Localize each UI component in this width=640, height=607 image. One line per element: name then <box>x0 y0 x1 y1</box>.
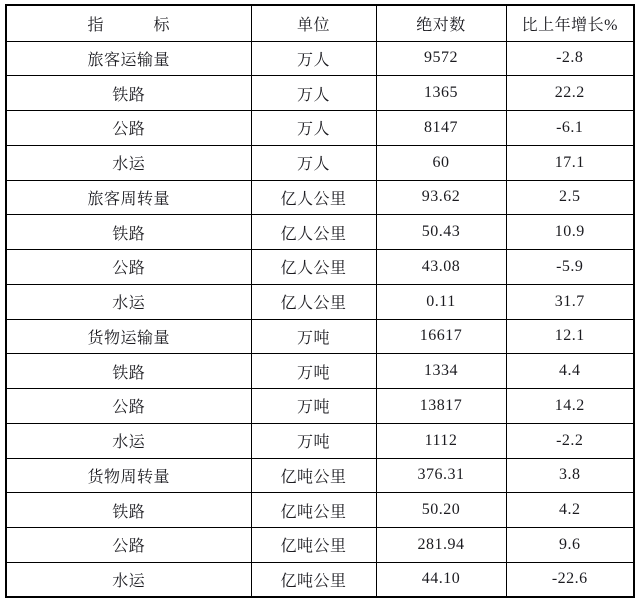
table-row <box>6 493 634 528</box>
cell-growth: -6.1 <box>506 111 634 146</box>
table-row <box>6 528 634 563</box>
table-row <box>6 458 634 493</box>
transport-statistics-table <box>5 4 635 598</box>
cell-growth: 12.1 <box>506 319 634 354</box>
cell-growth: -2.2 <box>506 423 634 458</box>
cell-indicator: 货物运输量 <box>6 319 251 354</box>
table-row <box>6 562 634 597</box>
cell-growth: 2.5 <box>506 180 634 215</box>
table-row <box>6 389 634 424</box>
cell-absolute: 9572 <box>376 41 506 76</box>
cell-unit: 万人 <box>251 111 376 146</box>
cell-absolute: 60 <box>376 145 506 180</box>
table-row <box>6 284 634 319</box>
cell-unit: 万吨 <box>251 354 376 389</box>
table-row <box>6 354 634 389</box>
cell-indicator: 公路 <box>6 111 251 146</box>
cell-indicator: 货物周转量 <box>6 458 251 493</box>
table-row <box>6 423 634 458</box>
cell-unit: 万吨 <box>251 389 376 424</box>
cell-unit: 万吨 <box>251 423 376 458</box>
cell-indicator: 水运 <box>6 284 251 319</box>
cell-growth: 10.9 <box>506 215 634 250</box>
cell-absolute: 1365 <box>376 76 506 111</box>
header-cell-indicator: 指 标 <box>6 5 251 41</box>
header-cell-absolute: 绝对数 <box>376 5 506 41</box>
table-row <box>6 250 634 285</box>
cell-unit: 万吨 <box>251 319 376 354</box>
cell-growth: 3.8 <box>506 458 634 493</box>
cell-absolute: 44.10 <box>376 562 506 597</box>
cell-growth: 14.2 <box>506 389 634 424</box>
cell-growth: -5.9 <box>506 250 634 285</box>
cell-indicator: 铁路 <box>6 493 251 528</box>
cell-indicator: 水运 <box>6 562 251 597</box>
cell-absolute: 1334 <box>376 354 506 389</box>
table-header <box>6 5 634 41</box>
table-row <box>6 111 634 146</box>
cell-absolute: 43.08 <box>376 250 506 285</box>
table-row <box>6 215 634 250</box>
table-row <box>6 180 634 215</box>
cell-indicator: 公路 <box>6 250 251 285</box>
cell-unit: 万人 <box>251 76 376 111</box>
cell-indicator: 铁路 <box>6 354 251 389</box>
cell-absolute: 1112 <box>376 423 506 458</box>
cell-unit: 万人 <box>251 145 376 180</box>
cell-growth: 4.4 <box>506 354 634 389</box>
cell-unit: 亿吨公里 <box>251 528 376 563</box>
cell-absolute: 50.43 <box>376 215 506 250</box>
cell-unit: 亿人公里 <box>251 250 376 285</box>
table-body <box>6 41 634 597</box>
header-row <box>6 5 634 41</box>
cell-indicator: 公路 <box>6 528 251 563</box>
cell-unit: 万人 <box>251 41 376 76</box>
table-row <box>6 76 634 111</box>
cell-unit: 亿吨公里 <box>251 458 376 493</box>
table-row <box>6 41 634 76</box>
header-cell-growth: 比上年增长% <box>506 5 634 41</box>
cell-indicator: 旅客周转量 <box>6 180 251 215</box>
cell-absolute: 281.94 <box>376 528 506 563</box>
cell-growth: -22.6 <box>506 562 634 597</box>
cell-indicator: 旅客运输量 <box>6 41 251 76</box>
cell-absolute: 13817 <box>376 389 506 424</box>
cell-absolute: 376.31 <box>376 458 506 493</box>
cell-unit: 亿人公里 <box>251 215 376 250</box>
cell-growth: 17.1 <box>506 145 634 180</box>
table-row <box>6 145 634 180</box>
cell-absolute: 50.20 <box>376 493 506 528</box>
cell-unit: 亿人公里 <box>251 284 376 319</box>
cell-growth: 22.2 <box>506 76 634 111</box>
cell-absolute: 0.11 <box>376 284 506 319</box>
cell-indicator: 铁路 <box>6 76 251 111</box>
cell-indicator: 水运 <box>6 145 251 180</box>
cell-indicator: 水运 <box>6 423 251 458</box>
table-row <box>6 319 634 354</box>
cell-indicator: 铁路 <box>6 215 251 250</box>
cell-growth: 4.2 <box>506 493 634 528</box>
cell-growth: 31.7 <box>506 284 634 319</box>
cell-growth: -2.8 <box>506 41 634 76</box>
cell-unit: 亿人公里 <box>251 180 376 215</box>
header-cell-unit: 单位 <box>251 5 376 41</box>
cell-absolute: 16617 <box>376 319 506 354</box>
cell-absolute: 93.62 <box>376 180 506 215</box>
cell-unit: 亿吨公里 <box>251 493 376 528</box>
cell-indicator: 公路 <box>6 389 251 424</box>
cell-growth: 9.6 <box>506 528 634 563</box>
cell-unit: 亿吨公里 <box>251 562 376 597</box>
cell-absolute: 8147 <box>376 111 506 146</box>
